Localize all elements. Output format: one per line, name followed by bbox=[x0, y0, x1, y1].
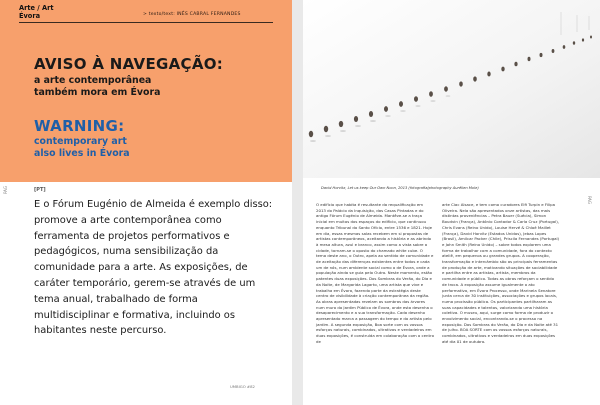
artwork-photo bbox=[303, 0, 600, 178]
right-page bbox=[303, 0, 600, 405]
bells-installation-image bbox=[303, 0, 600, 178]
subtitle-pt-line1: a arte contemporânea bbox=[34, 75, 152, 86]
language-tag: [PT] bbox=[34, 187, 46, 193]
side-folio-right: PAG bbox=[587, 196, 592, 204]
page-number: UMBIGO #82 bbox=[230, 384, 255, 389]
subtitle-pt-line2: também mora em Évora bbox=[34, 86, 161, 98]
title-en: WARNING: bbox=[34, 117, 125, 135]
section-label-line1: Arte / Art bbox=[19, 4, 54, 12]
subtitle-en bbox=[34, 136, 130, 159]
left-page bbox=[0, 0, 292, 405]
photo-caption: David Horvitz, Let us keep Our Own Noon, 2013 (fotografia/photography Aurélien Mole) bbox=[321, 186, 479, 190]
section-label bbox=[19, 5, 54, 20]
byline: > texto/text: INÊS CABRAL FERNANDES bbox=[143, 12, 241, 17]
side-folio-left: PAG bbox=[3, 186, 8, 194]
subtitle-pt bbox=[34, 75, 160, 98]
subtitle-en-line1: contemporary art bbox=[34, 136, 127, 147]
body-column-2: arte Ciac Alsace, e tem como curadores Elfi Turpin e Filipa Oliveira. Nela são apresentados onze artistas, das mais distintas proveniências – Petra Bauer (Suécia), Simon Boudvin (França), António Contador & Carla Cruz (Portugal), Chris Evans (Reino Unido), Louise Hervé & Chloé Maillet (França), David Horvitz (Estados Unidos), Jebas Lopes (Brasil), Amilcar Packer (Chile), Priscila Fernandes (Portugal) e John Smith (Reino Unido) – sobre todos explorem uma forma de trabalhar com a comunidade, fora do contexto ateliê, em pequenos ou grandes grupos. A cooperação, transformação e intercâmbio são as principais ferramentas de produção de arte, motivando situações de sociabilidade e partilha entre as artistas, artista, membros da comunidade e público. Todas as obras reforçam o sentido de troca. A exposição assume igualmente o ato performativo, em Évora Processo, onde Marinela Senatore junta cerca de 30 instituições, associações e grupos locais, numa procissão pública. Os participantes partilharam as suas capacidades e talentos, valorizando uma história coletiva. O museu, aqui, surge como forma de produzir o envolvimento social, encontrando-se o processo na exposição. Dos Sombras do Verão, do Dia e da Noite até 31 de julho. BOA SORTE com os vossos esforços naturais, combinados, ultrativos e verdadeiros em duas exposições até dia 01 de outubro. bbox=[442, 202, 560, 344]
lead-paragraph: E o Fórum Eugénio de Almeida é exemplo disso: promove a arte contemporânea como ferramenta de projetos performativos e pedagógicos, numa sensibilização da comunidade para a arte. As exposições, de caráter temporário, gerem-se através de um tema anual, trabalhado de forma multidisciplinar e formativa, incluindo os habitantes neste percurso. bbox=[34, 199, 273, 337]
body-column-1: O edifício que habita é resultante da requalificação em 2013 do Palácio da Inquisição, das Casas Pintadas e do antigo Fórum Eugénio de Almeida. Mantêve-se a traça inicial em muitos dos espaços do edifício, que continuou enquanto Tribunal do Santo Ofício, entre 1536 e 1821. Hoje em dia, essas mesmas salas recebem em si propostas de artistas contemporâneos, aceitando a história e as abrindo à mesa altura, azul e branco, assim como a vista sobre a cidade, tornam-se o oposto do chamado white cube. O tema deste ano, o Outro, apela ao sentido de comunidade e de aceitação das diferenças existentes entre todos e cada um de nós, num ambiente social como o de Évora, onde a população ainda se guia pelo Outro. Neste momento, estão patentes duas exposições. Dos Sombras do Verão, do Dia e da Noite, de Margarida Lagarto, uma artista que vive e trabalha em Évora, fazendo parte da estratégia deste centro de visibilidade à criação contemporânea da região. As obras apresentadas revelam as sombras das árvores num muro do Jardim Público de Évora, onde esta desenha o desaparecimento e a sua transformação. Cada desenho apresentado marca a passagem do tempo e do artista pelo jardim. A segunda exposição, Boa sorte com os vossos esforços naturais, combinados, ultrativos e verdadeiros em duas exposições, é construída em colaboração com o centro de bbox=[316, 202, 434, 344]
subtitle-en-line2: also lives in Évora bbox=[34, 147, 130, 159]
title-pt: AVISO À NAVEGAÇÃO: bbox=[34, 55, 224, 73]
section-label-line2: Évora bbox=[19, 11, 41, 20]
header-rule bbox=[19, 22, 273, 23]
